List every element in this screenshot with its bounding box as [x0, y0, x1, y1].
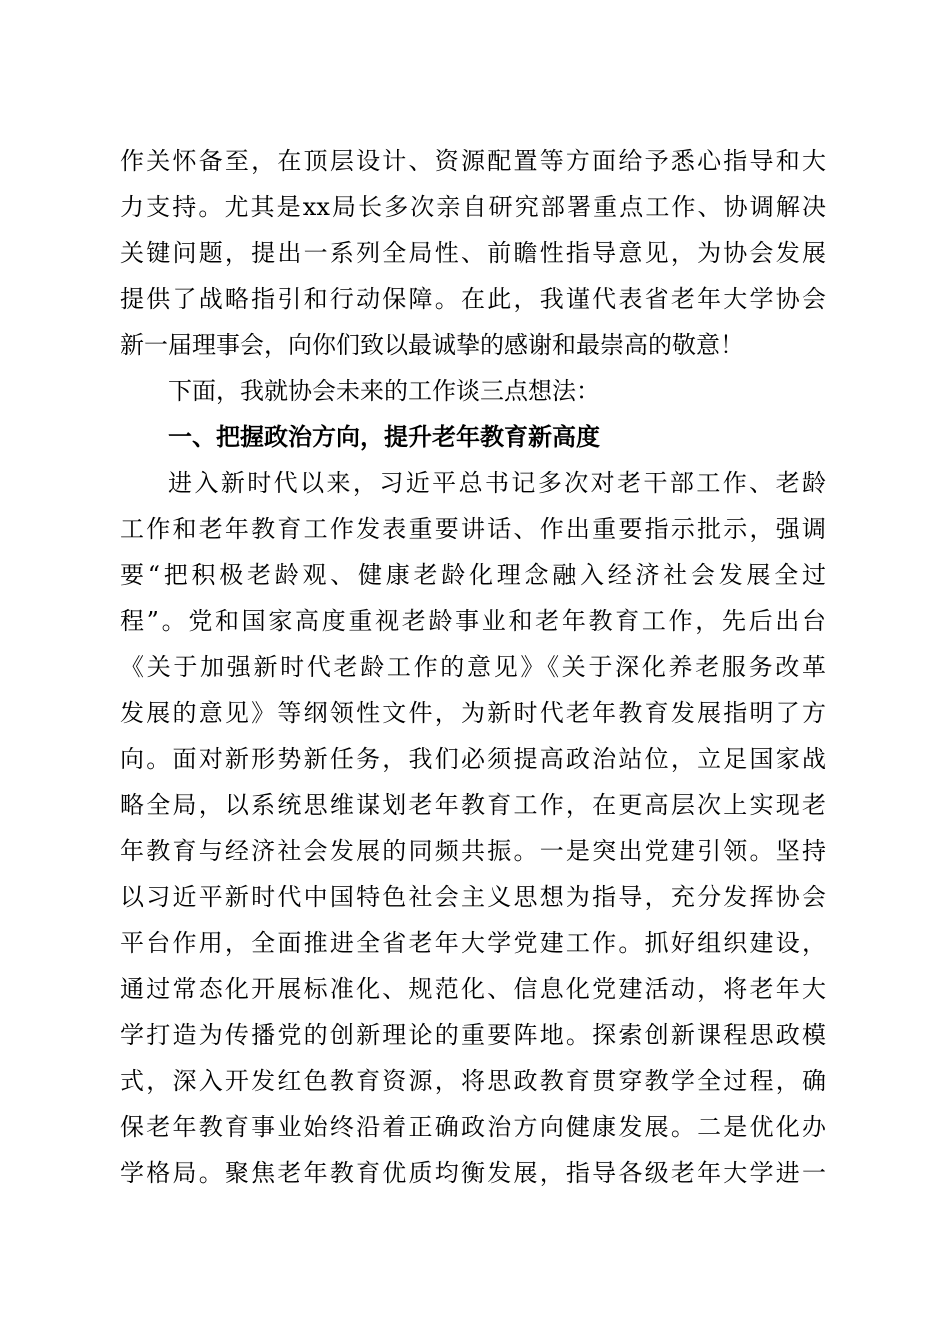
section-heading: 一、把握政治方向，提升老年教育新高度: [168, 423, 600, 451]
paragraph-line: 关键问题，提出一系列全局性、前瞻性指导意见，为协会发展: [120, 239, 826, 267]
paragraph-line: 力支持。尤其是xx局长多次亲自研究部署重点工作、协调解决: [120, 193, 826, 221]
paragraph-line: 《关于加强新时代老龄工作的意见》《关于深化养老服务改革: [120, 653, 826, 681]
paragraph-line: 保老年教育事业始终沿着正确政治方向健康发展。二是优化办: [120, 1113, 826, 1141]
paragraph-line: 年教育与经济社会发展的同频共振。一是突出党建引领。坚持: [120, 837, 826, 865]
paragraph-line: 下面，我就协会未来的工作谈三点想法：: [168, 377, 600, 405]
paragraph-line: 学打造为传播党的创新理论的重要阵地。探索创新课程思政模: [120, 1021, 826, 1049]
paragraph-line: 作关怀备至，在顶层设计、资源配置等方面给予悉心指导和大: [120, 147, 826, 175]
paragraph-line: 要“把积极老龄观、健康老龄化理念融入经济社会发展全过: [120, 561, 826, 589]
paragraph-line: 新一届理事会，向你们致以最诚挚的感谢和最崇高的敬意！: [120, 331, 744, 359]
paragraph-line: 提供了战略指引和行动保障。在此，我谨代表省老年大学协会: [120, 285, 826, 313]
paragraph-line: 工作和老年教育工作发表重要讲话、作出重要指示批示，强调: [120, 515, 826, 543]
paragraph-line: 进入新时代以来，习近平总书记多次对老干部工作、老龄: [168, 469, 826, 497]
paragraph-line: 以习近平新时代中国特色社会主义思想为指导，充分发挥协会: [120, 883, 826, 911]
paragraph-line: 学格局。聚焦老年教育优质均衡发展，指导各级老年大学进一: [120, 1159, 826, 1187]
paragraph-line: 式，深入开发红色教育资源，将思政教育贯穿教学全过程，确: [120, 1067, 826, 1095]
paragraph-line: 通过常态化开展标准化、规范化、信息化党建活动，将老年大: [120, 975, 826, 1003]
paragraph-line: 略全局，以系统思维谋划老年教育工作，在更高层次上实现老: [120, 791, 826, 819]
paragraph-line: 程”。党和国家高度重视老龄事业和老年教育工作，先后出台: [120, 607, 826, 635]
paragraph-line: 发展的意见》等纲领性文件，为新时代老年教育发展指明了方: [120, 699, 826, 727]
paragraph-line: 平台作用，全面推进全省老年大学党建工作。抓好组织建设，: [120, 929, 826, 957]
paragraph-line: 向。面对新形势新任务，我们必须提高政治站位，立足国家战: [120, 745, 826, 773]
